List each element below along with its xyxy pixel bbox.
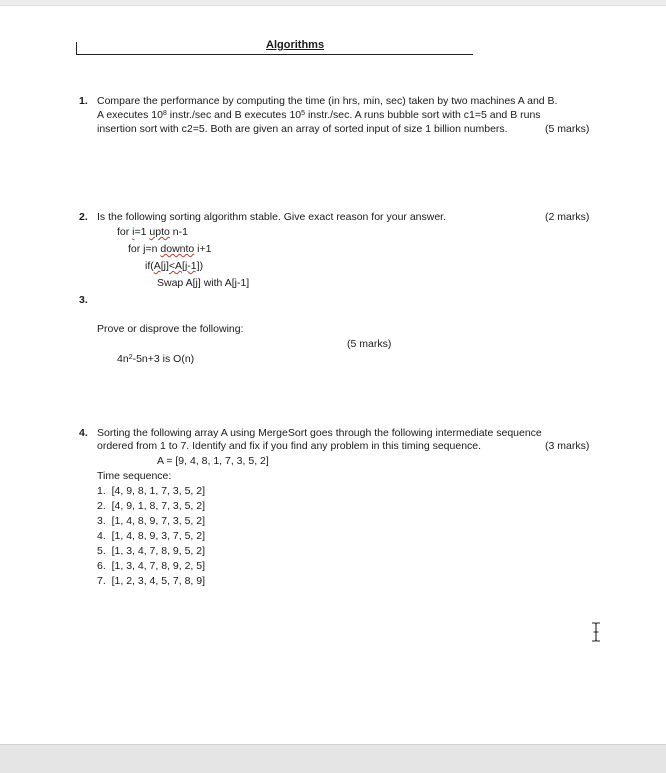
sequence-item: 2. [4, 9, 1, 8, 7, 3, 5, 2] [97,500,206,512]
q2-code-line4: Swap A[j] with A[j-1] [157,277,250,289]
sequence-item: 6. [1, 3, 4, 7, 8, 9, 2, 5] [97,560,206,572]
sequence-item: 4. [1, 4, 8, 9, 3, 7, 5, 2] [97,530,206,542]
q3-question: Prove or disprove the following: [97,323,244,335]
text-cursor-icon [590,622,602,642]
header-rule [76,54,473,55]
sequence-item: 5. [1, 3, 4, 7, 8, 9, 5, 2] [97,545,206,557]
q4-marks: (3 marks) [545,440,590,452]
document-page[interactable] [0,6,666,744]
sequence-item: 3. [1, 4, 8, 9, 7, 3, 5, 2] [97,515,206,527]
q1-line2: A executes $10^8$ instr./sec and B executes $10^5$ instr./sec. A runs bubble sort with c1=5 and B runs [97,109,541,121]
q1-line1: Compare the performance by computing the time (in hrs, min, sec) taken by two machines A and B. [97,95,558,107]
q1-number: 1. [79,95,88,107]
q2-code-line1: for i=1 upto n-1 [117,226,188,238]
q4-number: 4. [79,427,88,439]
q2-marks: (2 marks) [545,211,590,223]
q3-marks: (5 marks) [347,338,392,350]
q4-line1: Sorting the following array A using MergeSort goes through the following intermediate sequence [97,427,542,439]
sequence-item: 7. [1, 2, 3, 4, 5, 7, 8, 9] [97,575,206,587]
page-title: Algorithms [266,39,325,51]
q3-number: 3. [79,294,88,306]
q2-code-line2: for j=n downto i+1 [128,243,212,255]
sequence-item: 1. [4, 9, 8, 1, 7, 3, 5, 2] [97,485,206,497]
bottom-status-bar [0,744,666,773]
q4-line2: ordered from 1 to 7. Identify and fix if you find any problem in this timing sequence. [97,440,482,452]
q2-code-line3: if(A[j]<A[j-1]) [145,260,204,272]
q3-expression: $4n^2-5n+3$ is O(n) [117,353,195,365]
q2-question: Is the following sorting algorithm stable. Give exact reason for your answer. [97,211,447,223]
q4-array: A = [9, 4, 8, 1, 7, 3, 5, 2] [157,455,269,467]
q1-line3: insertion sort with c2=5. Both are given an array of sorted input of size 1 billion numbers. [97,123,508,135]
q2-number: 2. [79,211,88,223]
q4-sequence-label: Time sequence: [97,470,172,482]
q1-marks: (5 marks) [545,123,590,135]
